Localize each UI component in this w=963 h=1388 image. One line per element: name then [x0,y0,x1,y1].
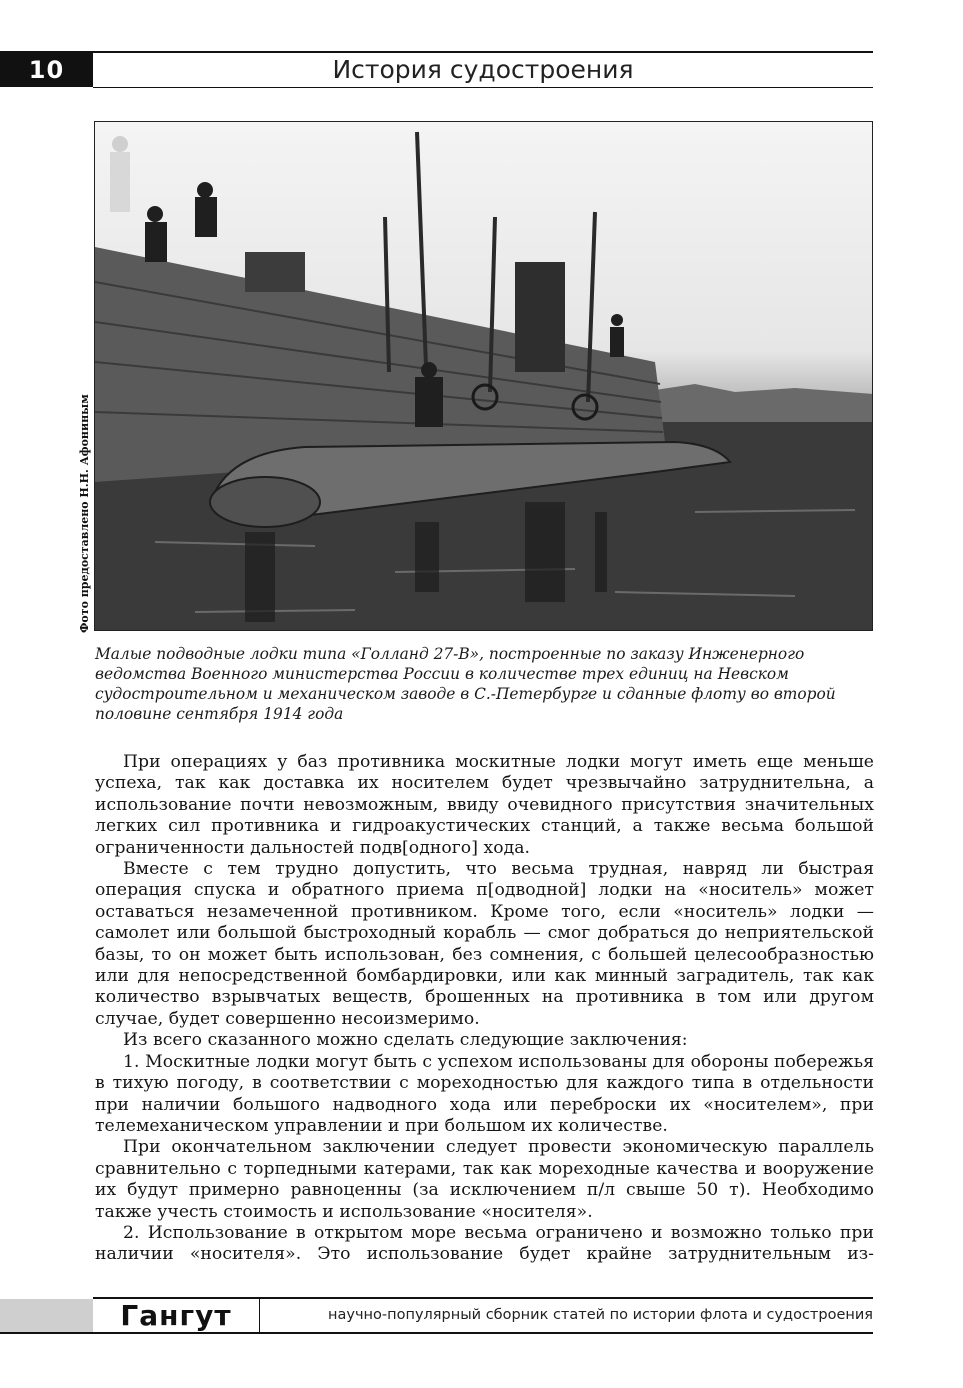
photo-caption: Малые подводные лодки типа «Голланд 27-В», построенные по заказу Инженерного ведомства Военного министерства России в количестве трех единиц на Невском судостроительном и механическом заводе в С.-Петербурге и сданные флоту во второй половине сентября 1914 года [95,645,836,723]
footer-gray-block [0,1299,93,1332]
journal-tagline: научно-популярный сборник статей по истории флота и судостроения [328,1307,873,1323]
paragraph: 1. Москитные лодки могут быть с успехом использованы для обороны побережья в тихую погоду, в соответствии с мореходностью для каждого типа в отдельности при наличии большого надводного хода или переброски их «носителем», при телемеханическом управлении и при большом их количестве. [95,1051,874,1136]
paragraph: При операциях у баз противника москитные лодки могут иметь еще меньше успеха, так как доставка их носителем будет чрезвычайно затруднительна, а использование почти невозможным, ввиду очевидного присутствия значительных легких сил противника и гидроакустических станций, а также весьма большой ограниченности дальностей подв[одного] хода. [95,752,874,858]
journal-logo: Гангут [120,1299,232,1332]
footer-bottom-rule [0,1332,873,1334]
paragraph: Из всего сказанного можно сделать следующие заключения: [123,1030,688,1051]
paragraph: Вместе с тем трудно допустить, что весьма трудная, навряд ли быстрая операция спуска и обратного приема п[одводной] лодки на «носитель» может оставаться незамеченной противником. Кроме того, если «носитель» лодки — самолет или большой быстроходный корабль — смог добраться до неприятельской базы, то он может быть использован, без сомнения, с большей целесообразностью или для непосредственной бомбардировки, или как минный заградитель, так как количество взрывчатых веществ, брошенных на противника в том или другом случае, будет совершенно несоизмеримо. [95,859,874,1029]
page-number: 10 [0,53,93,87]
photo-credit: Фото предоставлено Н.Н. Афониным [78,394,91,633]
section-title: История судостроения [332,55,634,84]
paragraph: 2. Использование в открытом море весьма ограничено и возможно только при наличии «носителя». Это использование будет крайне затруднительным из- [95,1222,874,1265]
header-bottom-rule [93,87,873,88]
photo-illustration [95,122,873,631]
footer-divider [259,1299,260,1332]
submarine-photo [94,121,873,631]
paragraph: При окончательном заключении следует провести экономическую параллель сравнительно с торпедными катерами, так как мореходные качества и вооружение их будут примерно равноценны (за исключением п/л свыше 50 т). Необходимо также учесть стоимость и использование «носителя». [95,1137,874,1222]
article-body [95,752,874,1266]
